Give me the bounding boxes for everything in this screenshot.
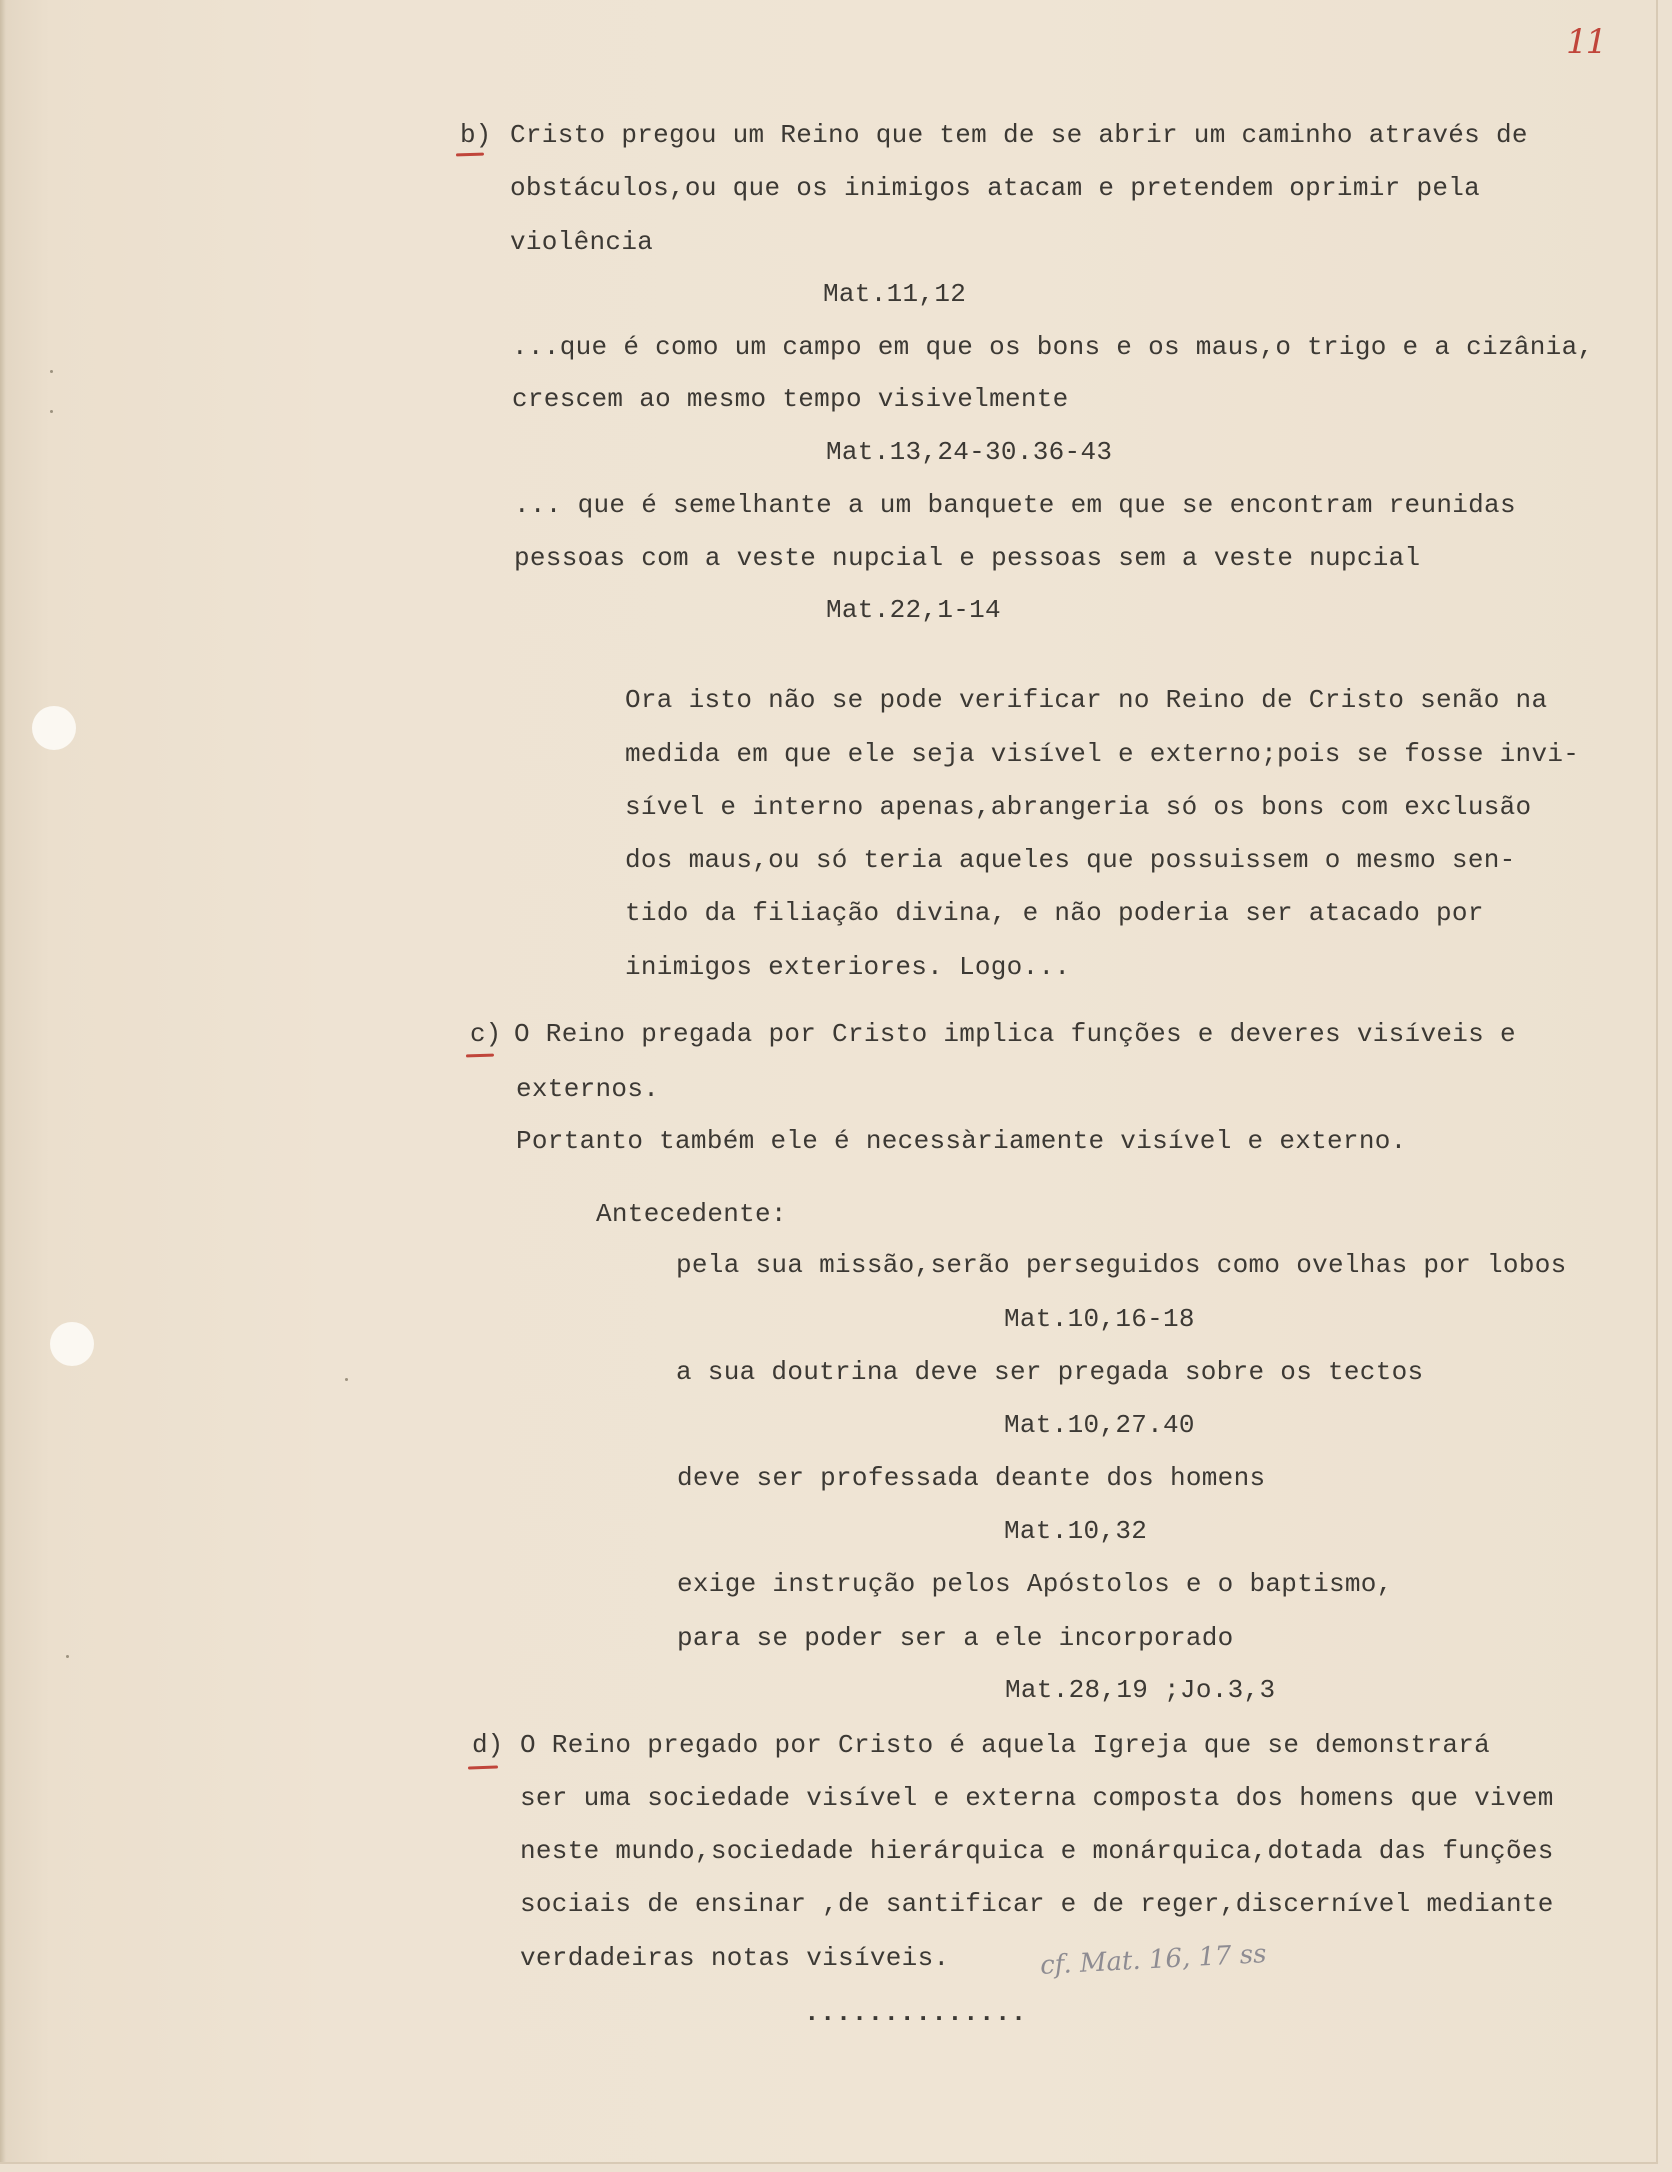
end-dots: .............. [804,1998,1027,2028]
antecedent-label: Antecedente: [596,1199,787,1229]
scripture-ref: Mat.10,27.40 [1004,1410,1195,1440]
scripture-ref: Mat.13,24-30.36-43 [826,437,1113,467]
paper-speck [345,1378,348,1381]
page-number: 11 [1566,22,1606,62]
section-b-para3-line-1: ... que é semelhante a um banquete em que se encontram reunidas [514,490,1516,520]
paper-speck [50,370,53,373]
section-b-line-3: violência [510,227,654,257]
section-c-line-1: O Reino pregada por Cristo implica funções e deveres visíveis e [514,1019,1516,1049]
section-b-para3-line-2: pessoas com a veste nupcial e pessoas sem a veste nupcial [514,543,1421,573]
antecedent-item-4-line-1: exige instrução pelos Apóstolos e o baptismo, [677,1569,1393,1599]
section-d-line-5: verdadeiras notas visíveis. [520,1943,950,1973]
section-b-label: b) [460,120,492,150]
section-c-label: c) [470,1019,502,1049]
conclusion-line-1: Ora isto não se pode verificar no Reino de Cristo senão na [625,685,1548,715]
scripture-ref: Mat.22,1-14 [826,595,1001,625]
scripture-ref: Mat.10,32 [1004,1516,1148,1546]
section-b-para2-line-2: crescem ao mesmo tempo visivelmente [512,384,1069,414]
scripture-ref: Mat.28,19 ;Jo.3,3 [1005,1675,1276,1705]
conclusion-line-4: dos maus,ou só teria aqueles que possuissem o mesmo sen- [625,845,1516,875]
punch-hole-bottom [50,1322,94,1366]
handwritten-note: cf. Mat. 16, 17 ss [1039,1939,1268,1981]
scripture-ref: Mat.10,16-18 [1004,1304,1195,1334]
section-b-underline [456,153,484,157]
conclusion-line-2: medida em que ele seja visível e externo;pois se fosse invi- [625,739,1580,769]
section-c-line-3: Portanto também ele é necessàriamente visível e externo. [516,1126,1407,1156]
section-d-line-3: neste mundo,sociedade hierárquica e monárquica,dotada das funções [520,1836,1554,1866]
section-d-line-2: ser uma sociedade visível e externa composta dos homens que vivem [520,1783,1554,1813]
section-d-line-1: O Reino pregado por Cristo é aquela Igreja que se demonstrará [520,1730,1491,1760]
punch-hole-top [32,706,76,750]
paper-speck [66,1655,69,1658]
section-c-line-2: externos. [516,1074,660,1104]
section-c-underline [466,1054,494,1058]
antecedent-item-1: pela sua missão,serão perseguidos como ovelhas por lobos [676,1250,1567,1280]
conclusion-line-3: sível e interno apenas,abrangeria só os bons com exclusão [625,792,1532,822]
section-b-line-1: Cristo pregou um Reino que tem de se abrir um caminho através de [510,120,1528,150]
section-b-line-2: obstáculos,ou que os inimigos atacam e pretendem oprimir pela [510,173,1481,203]
section-d-label: d) [472,1730,504,1760]
antecedent-item-3: deve ser professada deante dos homens [677,1463,1266,1493]
section-b-para2-line-1: ...que é como um campo em que os bons e os maus,o trigo e a cizânia, [512,332,1594,362]
page-edge-shadow [0,0,6,2162]
section-d-underline [468,1765,498,1769]
conclusion-line-5: tido da filiação divina, e não poderia ser atacado por [625,898,1484,928]
antecedent-item-2: a sua doutrina deve ser pregada sobre os tectos [676,1357,1424,1387]
antecedent-item-4-line-2: para se poder ser a ele incorporado [677,1623,1234,1653]
conclusion-line-6: inimigos exteriores. Logo... [625,952,1071,982]
paper-speck [50,410,53,413]
section-d-line-4: sociais de ensinar ,de santificar e de reger,discernível mediante [520,1889,1554,1919]
scripture-ref: Mat.11,12 [823,279,967,309]
